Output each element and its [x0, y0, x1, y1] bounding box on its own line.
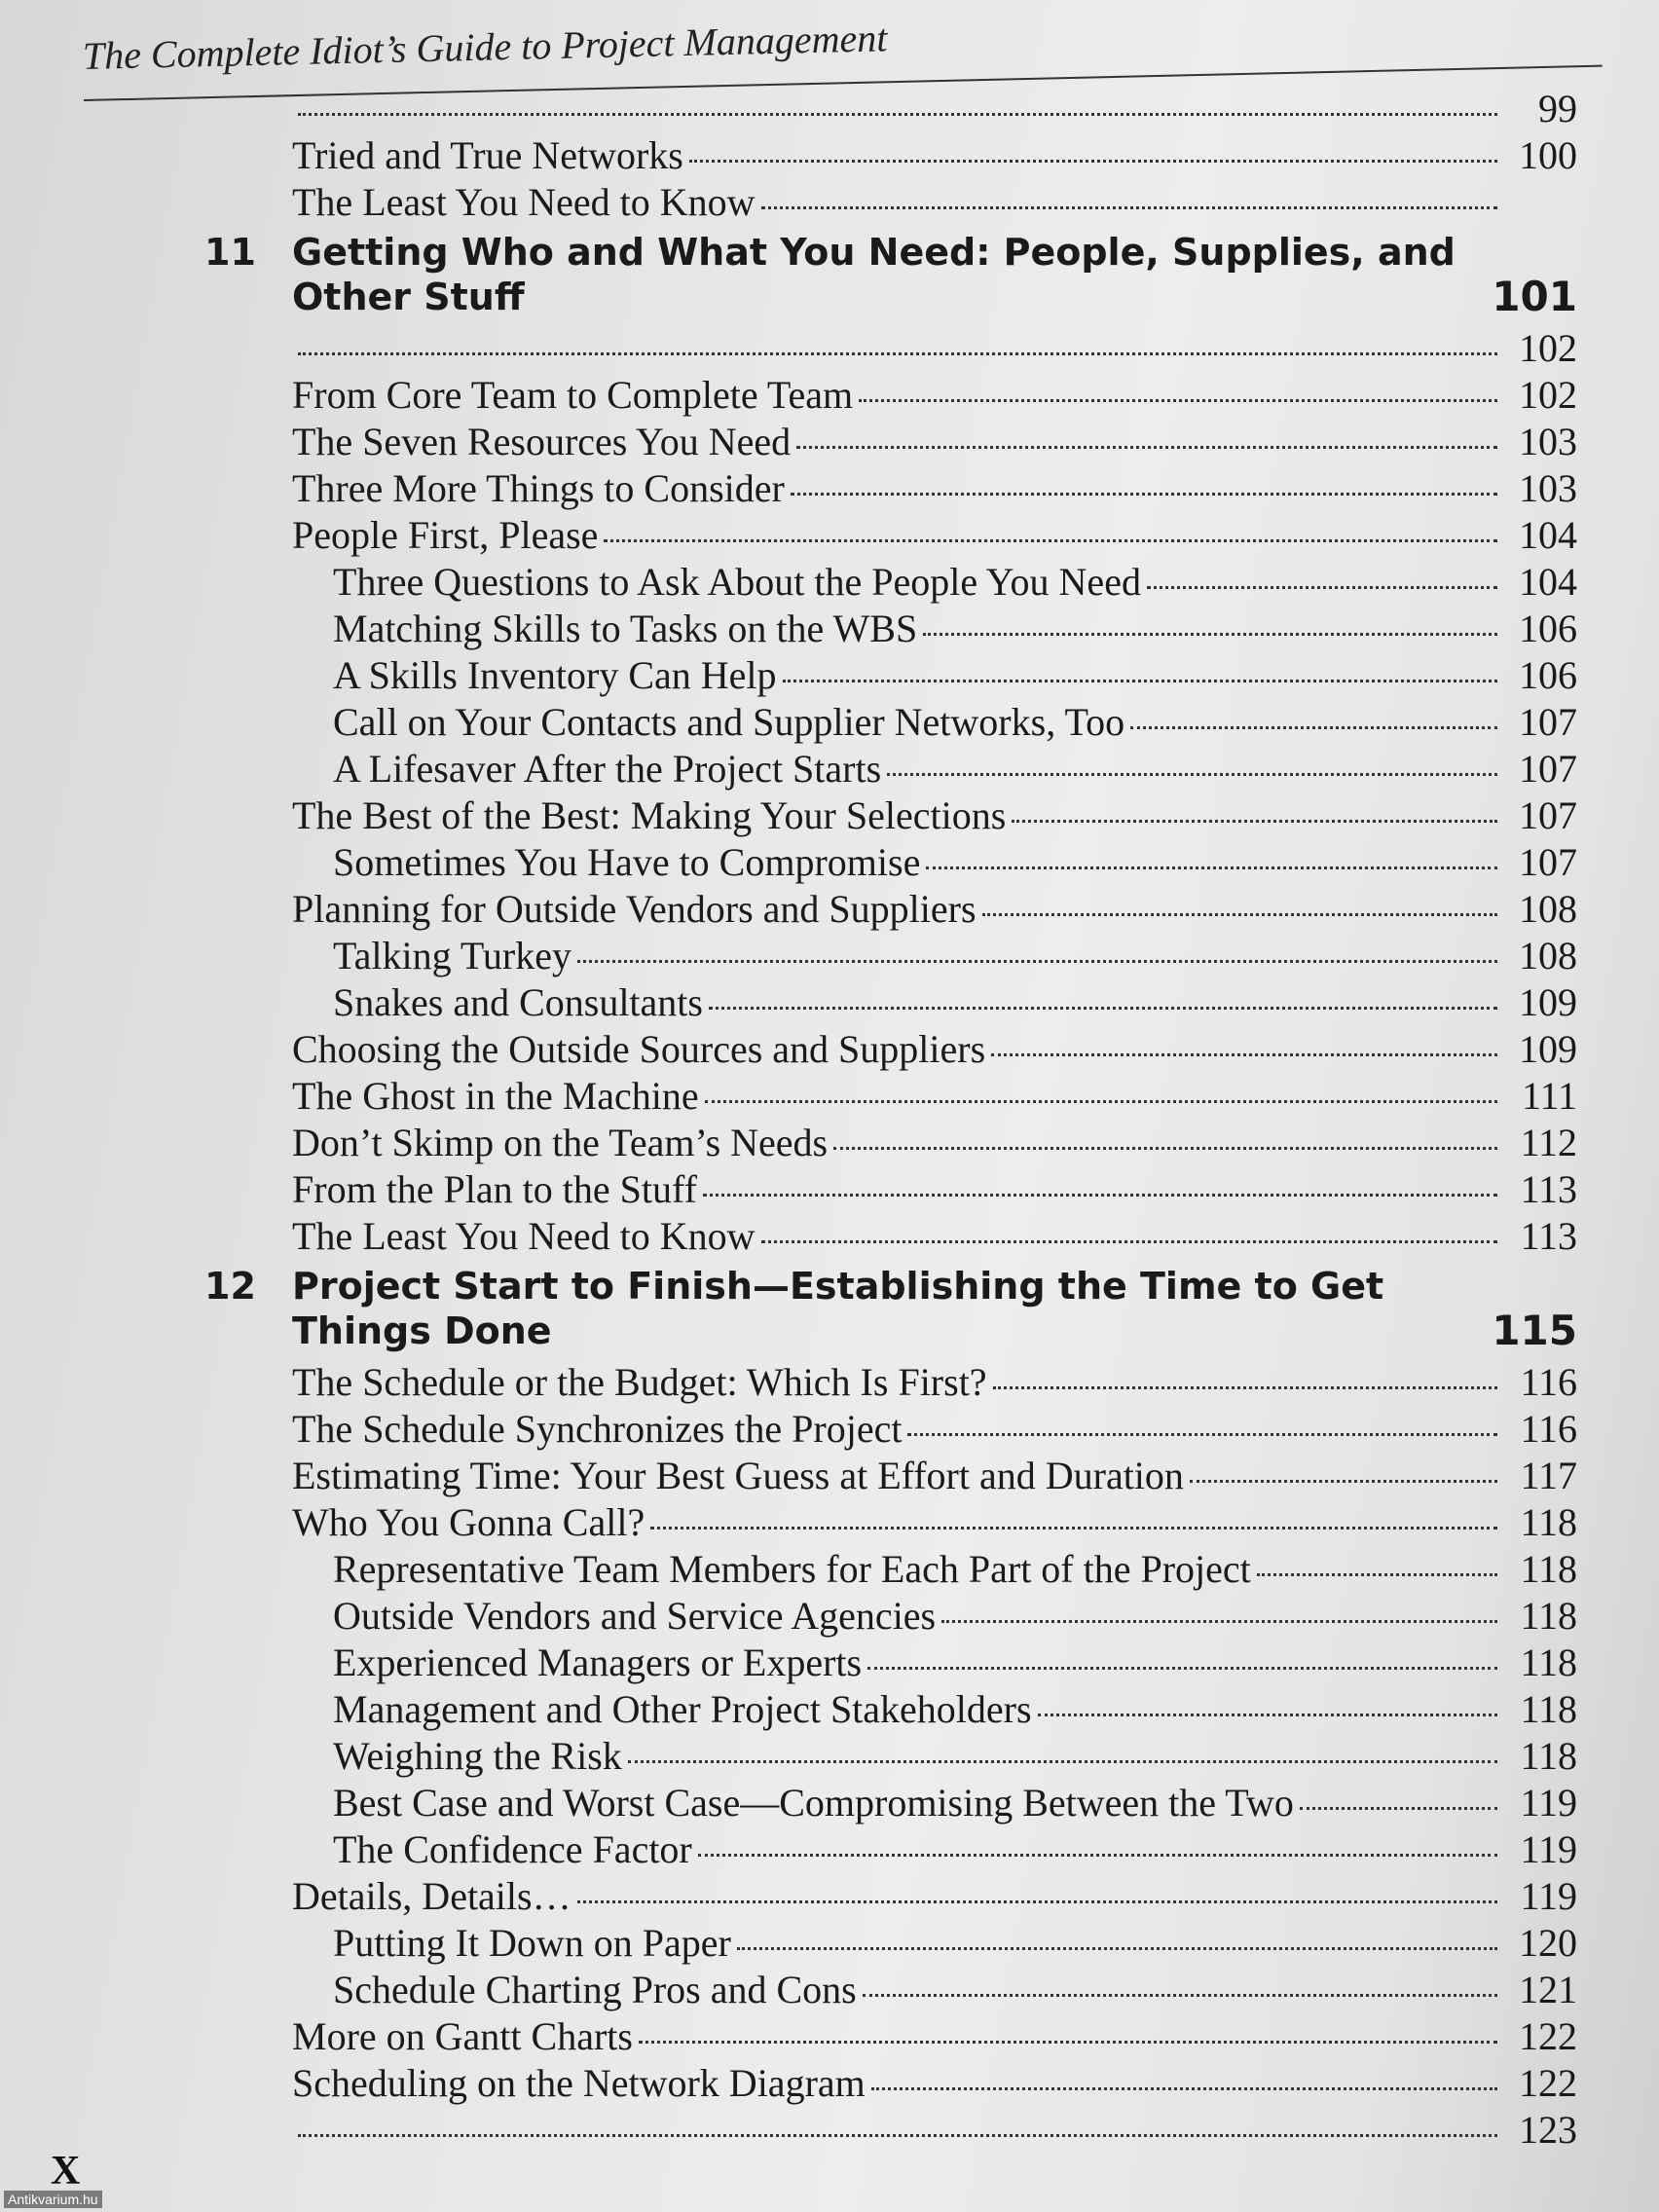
chapter-page: 115 — [1492, 1307, 1577, 1354]
toc-entry — [175, 1073, 1577, 1120]
dot-leader — [298, 113, 1497, 116]
dot-leader — [689, 160, 1497, 163]
toc-entry-label: Tried and True Networks — [292, 133, 683, 177]
toc-entry-label: The Best of the Best: Making Your Selections — [292, 793, 1007, 837]
toc-entry — [175, 1546, 1577, 1593]
dot-leader — [1190, 1480, 1497, 1483]
toc-entry — [175, 325, 1577, 372]
toc-entry-label: Management and Other Project Stakeholders — [333, 1687, 1032, 1731]
toc-entry-label: Sometimes You Have to Compromise — [333, 840, 921, 884]
toc-entry-page: 116 — [1520, 1360, 1577, 1404]
running-head-title: The Complete Idiot’s Guide to Project Management — [82, 16, 888, 79]
toc-entry-label: Representative Team Members for Each Part of the Project — [333, 1547, 1251, 1591]
toc-entry — [175, 1593, 1577, 1640]
toc-entry — [175, 1026, 1577, 1073]
page-folio: X — [51, 2149, 81, 2194]
dot-leader — [761, 206, 1498, 209]
toc-entry-label: Putting It Down on Paper — [333, 1921, 731, 1965]
dot-leader — [705, 1100, 1497, 1103]
toc-entry-page: 119 — [1520, 1874, 1577, 1918]
chapter-page: 101 — [1492, 273, 1577, 320]
dot-leader — [1012, 820, 1497, 823]
toc-entry-label: Matching Skills to Tasks on the WBS — [333, 607, 918, 650]
toc-entry-page: 106 — [1519, 607, 1577, 650]
toc-entry — [175, 746, 1577, 793]
toc-entry-page: 113 — [1520, 1167, 1577, 1211]
toc-entry-page: 100 — [1519, 133, 1577, 177]
dot-leader — [298, 2134, 1497, 2137]
dot-leader — [1038, 1714, 1497, 1716]
dot-leader — [926, 866, 1497, 869]
toc-entry-label: A Skills Inventory Can Help — [333, 653, 777, 697]
toc-entry-label: Choosing the Outside Sources and Suppliers — [292, 1027, 986, 1071]
toc-entry — [175, 512, 1577, 559]
toc-entry-label: Best Case and Worst Case—Compromising Between the Two — [333, 1781, 1294, 1825]
toc-entry — [175, 1733, 1577, 1780]
toc-entry — [175, 2060, 1577, 2107]
toc-entry — [175, 86, 1577, 132]
toc-entry-page: 102 — [1519, 326, 1577, 370]
toc-entry-label: Talking Turkey — [333, 934, 571, 977]
dot-leader — [859, 399, 1497, 402]
toc-entry-page: 118 — [1520, 1687, 1577, 1731]
table-of-contents — [175, 86, 1577, 2154]
toc-entry-page: 112 — [1520, 1121, 1577, 1164]
toc-entry — [175, 886, 1577, 933]
toc-entry-label: From the Plan to the Stuff — [292, 1167, 697, 1211]
toc-entry-page: 111 — [1521, 1074, 1577, 1118]
toc-entry-page: 121 — [1519, 1968, 1577, 2011]
dot-leader — [907, 1433, 1497, 1436]
toc-entry — [175, 1967, 1577, 2013]
toc-entry-label: From Core Team to Complete Team — [292, 373, 854, 417]
chapter-number: 12 — [204, 1265, 256, 1308]
dot-leader — [783, 680, 1497, 682]
toc-entry — [175, 2013, 1577, 2060]
toc-entry-page: 118 — [1520, 1734, 1577, 1778]
toc-entry-page: 107 — [1519, 747, 1577, 791]
toc-entry-label: The Seven Resources You Need — [292, 420, 792, 463]
toc-entry-page: 119 — [1520, 1827, 1577, 1871]
chapter-number: 11 — [204, 231, 256, 274]
toc-entry-page: 118 — [1520, 1500, 1577, 1544]
toc-entry-page: 122 — [1519, 2014, 1577, 2058]
toc-entry — [175, 1826, 1577, 1873]
toc-entry-label: The Least You Need to Know — [292, 1214, 756, 1258]
toc-entry-page: 104 — [1519, 560, 1577, 604]
toc-entry-page: 109 — [1519, 1027, 1577, 1071]
toc-entry — [175, 1499, 1577, 1546]
dot-leader — [796, 446, 1497, 449]
dot-leader — [577, 1900, 1497, 1903]
watermark: Antikvarium.hu — [4, 2191, 102, 2208]
toc-entry — [175, 1359, 1577, 1406]
dot-leader — [993, 1386, 1497, 1389]
toc-entry-label: The Schedule Synchronizes the Project — [292, 1407, 903, 1451]
toc-entry-label: The Ghost in the Machine — [292, 1074, 699, 1118]
toc-entry-label: People First, Please — [292, 513, 599, 557]
dot-leader — [737, 1947, 1497, 1950]
toc-entry-label: Weighing the Risk — [333, 1734, 622, 1778]
toc-entry-label: Don’t Skimp on the Team’s Needs — [292, 1121, 829, 1164]
toc-entry-page: 117 — [1520, 1454, 1577, 1497]
dot-leader — [1147, 586, 1497, 589]
toc-entry — [175, 839, 1577, 886]
toc-entry — [175, 559, 1577, 606]
toc-entry-label: Snakes and Consultants — [333, 980, 703, 1024]
dot-leader — [709, 1007, 1497, 1010]
toc-entry — [175, 1920, 1577, 1967]
chapter-title: Getting Who and What You Need: People, Supplies, and Other Stuff — [292, 231, 1456, 318]
toc-entry — [175, 372, 1577, 419]
dot-leader — [1130, 726, 1497, 729]
toc-entry-page: 118 — [1520, 1594, 1577, 1638]
toc-entry — [175, 1780, 1577, 1826]
dot-leader — [698, 1854, 1497, 1857]
toc-entry-page: 99 — [1538, 87, 1577, 130]
toc-entry-label: The Confidence Factor — [333, 1827, 692, 1871]
toc-entry-label: Outside Vendors and Service Agencies — [333, 1594, 937, 1638]
dot-leader — [887, 773, 1497, 776]
dot-leader — [791, 493, 1497, 496]
toc-entry-page: 106 — [1519, 653, 1577, 697]
chapter-title: Project Start to Finish—Establishing the Time to Get Things Done — [292, 1265, 1384, 1352]
dot-leader — [577, 960, 1497, 963]
toc-entry-page: 102 — [1519, 373, 1577, 417]
toc-entry — [175, 979, 1577, 1026]
toc-entry-page: 108 — [1519, 934, 1577, 977]
toc-entry — [175, 465, 1577, 512]
toc-entry-page: 122 — [1519, 2061, 1577, 2105]
toc-entry — [175, 1166, 1577, 1213]
toc-entry-page: 104 — [1519, 513, 1577, 557]
toc-entry — [175, 1873, 1577, 1920]
toc-entry-page: 103 — [1519, 420, 1577, 463]
dot-leader — [650, 1527, 1497, 1530]
toc-entry — [175, 652, 1577, 699]
toc-entry — [175, 1686, 1577, 1733]
toc-entry-page: 107 — [1519, 840, 1577, 884]
chapter-heading — [175, 1264, 1577, 1353]
toc-entry — [175, 793, 1577, 839]
toc-entry-label: The Least You Need to Know — [292, 180, 756, 224]
toc-entry — [175, 419, 1577, 465]
toc-entry-label: Schedule Charting Pros and Cons — [333, 1968, 857, 2011]
dot-leader — [703, 1194, 1497, 1197]
dot-leader — [991, 1053, 1497, 1056]
toc-entry-page: 120 — [1519, 1921, 1577, 1965]
toc-entry-page: 116 — [1520, 1407, 1577, 1451]
toc-entry-label: Planning for Outside Vendors and Suppliers — [292, 887, 977, 931]
toc-entry — [175, 179, 1577, 226]
dot-leader — [833, 1147, 1497, 1150]
toc-entry-label: Three More Things to Consider — [292, 466, 785, 510]
toc-entry — [175, 606, 1577, 652]
dot-leader — [923, 633, 1497, 636]
toc-entry-page: 123 — [1519, 2108, 1577, 2152]
toc-entry-page: 119 — [1520, 1781, 1577, 1825]
dot-leader — [863, 1994, 1497, 1997]
toc-entry-page: 118 — [1520, 1547, 1577, 1591]
toc-entry-label: Estimating Time: Your Best Guess at Effort and Duration — [292, 1454, 1184, 1497]
dot-leader — [871, 2087, 1497, 2090]
toc-entry-page: 109 — [1519, 980, 1577, 1024]
toc-entry-label: Scheduling on the Network Diagram — [292, 2061, 866, 2105]
chapter-heading — [175, 230, 1577, 319]
toc-entry — [175, 1213, 1577, 1260]
dot-leader — [1257, 1573, 1497, 1576]
dot-leader — [982, 913, 1497, 916]
toc-entry-label: The Schedule or the Budget: Which Is First? — [292, 1360, 987, 1404]
dot-leader — [628, 1760, 1497, 1763]
toc-entry-page: 108 — [1519, 887, 1577, 931]
toc-entry — [175, 699, 1577, 746]
toc-entry-page: 118 — [1520, 1641, 1577, 1684]
dot-leader — [761, 1240, 1498, 1243]
toc-entry-page: 113 — [1520, 1214, 1577, 1258]
toc-entry-label: Three Questions to Ask About the People You Need — [333, 560, 1141, 604]
dot-leader — [1300, 1807, 1497, 1810]
toc-entry-label: Experienced Managers or Experts — [333, 1641, 863, 1684]
toc-entry — [175, 1406, 1577, 1453]
toc-entry-label: A Lifesaver After the Project Starts — [333, 747, 882, 791]
dot-leader — [867, 1667, 1497, 1670]
toc-entry-page: 107 — [1519, 700, 1577, 744]
toc-entry — [175, 933, 1577, 979]
dot-leader — [639, 2041, 1497, 2044]
toc-entry-page: 107 — [1519, 793, 1577, 837]
toc-entry-label: Details, Details… — [292, 1874, 571, 1918]
toc-entry — [175, 2107, 1577, 2154]
toc-entry-label: Call on Your Contacts and Supplier Networks, Too — [333, 700, 1125, 744]
toc-entry — [175, 1640, 1577, 1686]
dot-leader — [298, 352, 1497, 355]
toc-entry-page: 103 — [1519, 466, 1577, 510]
dot-leader — [604, 539, 1497, 542]
dot-leader — [941, 1620, 1497, 1623]
toc-entry-label: More on Gantt Charts — [292, 2014, 633, 2058]
toc-entry — [175, 1453, 1577, 1499]
toc-entry — [175, 1120, 1577, 1166]
toc-entry — [175, 132, 1577, 179]
toc-entry-label: Who You Gonna Call? — [292, 1500, 645, 1544]
